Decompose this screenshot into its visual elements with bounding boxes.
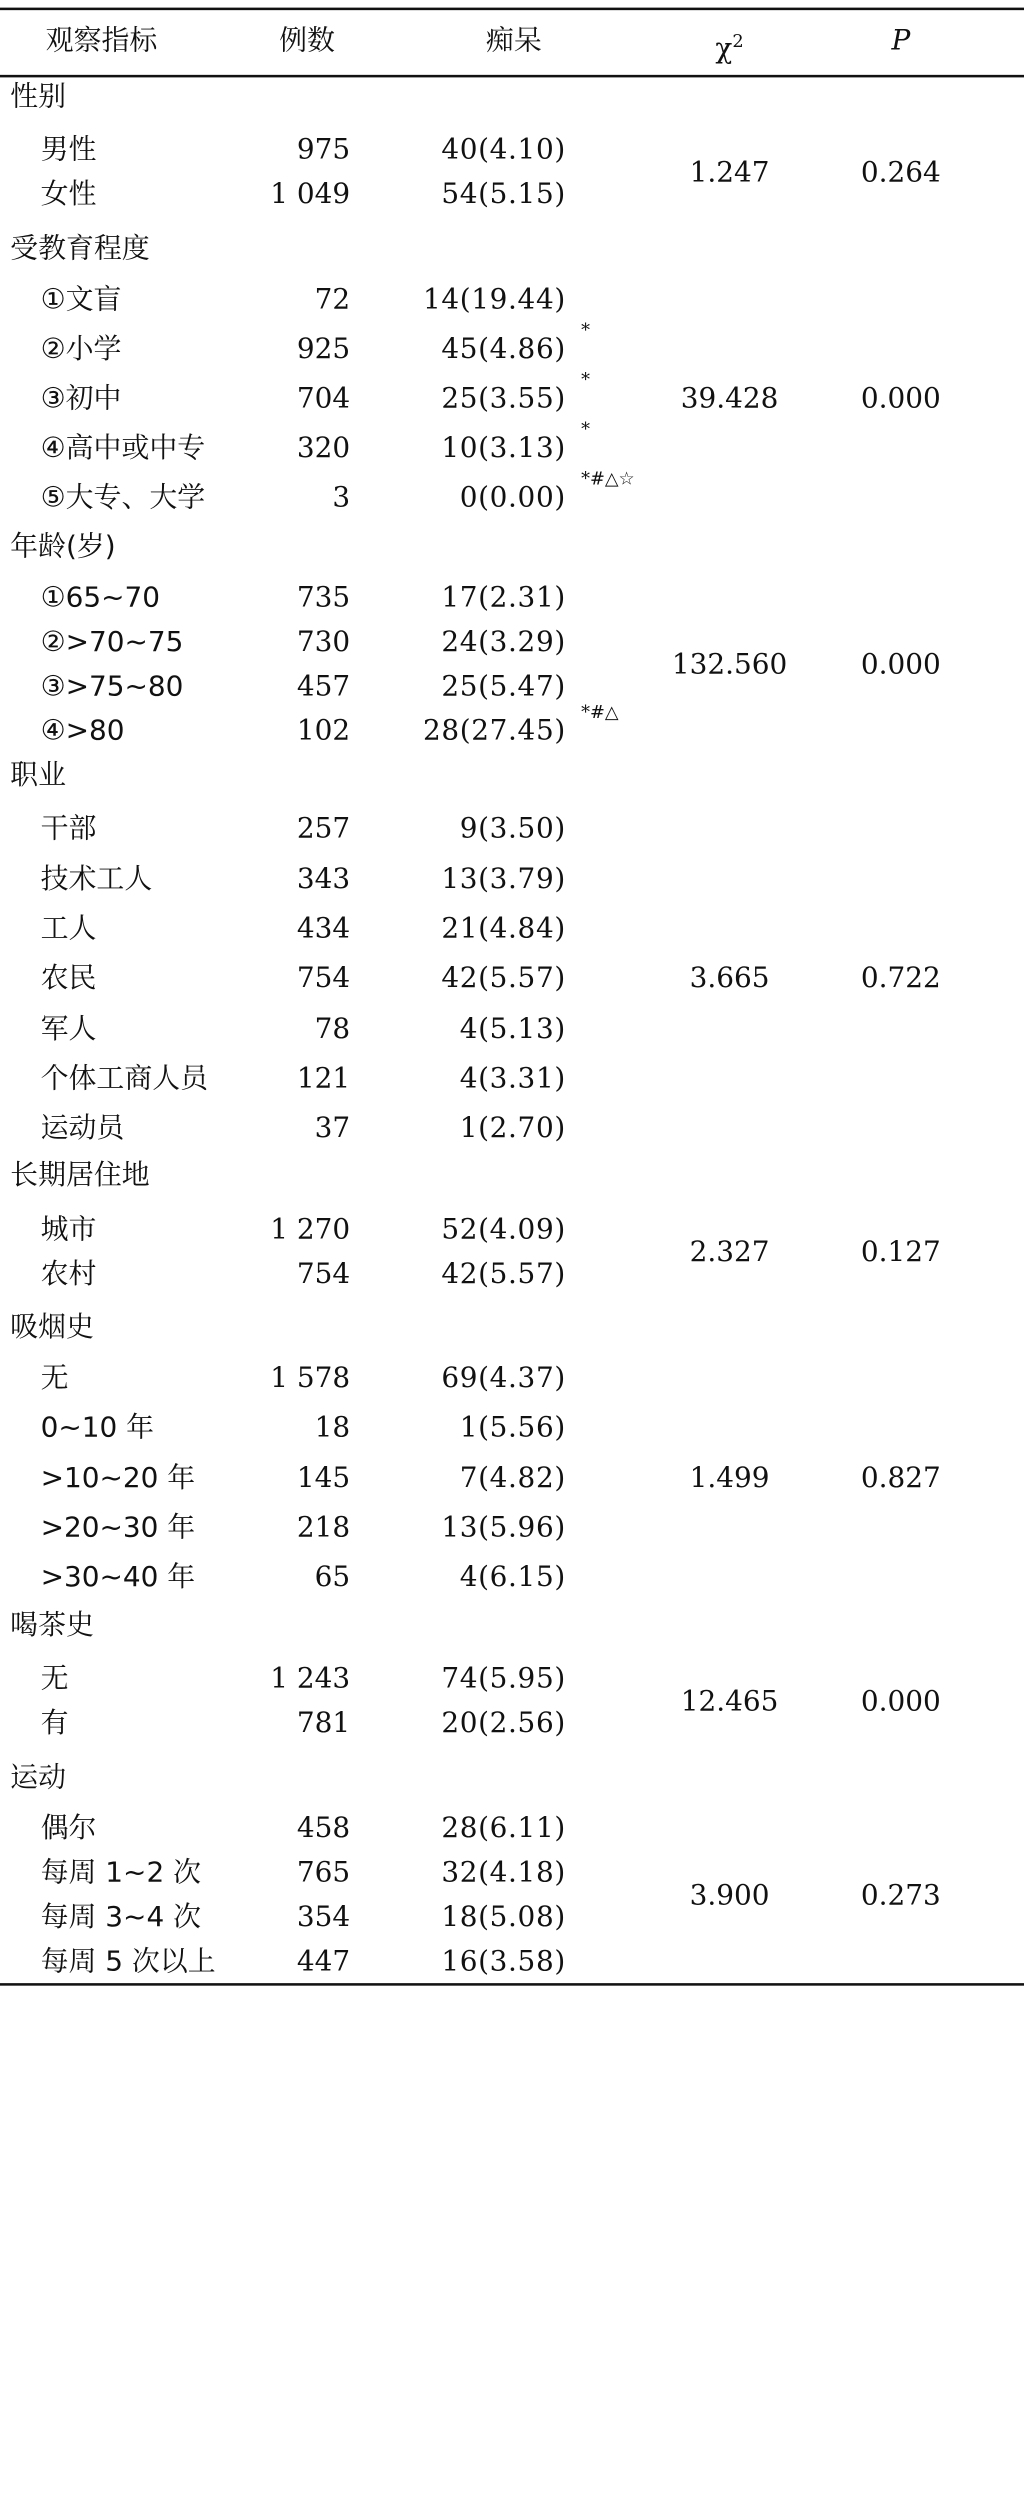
row-label: 偶尔	[40, 1813, 97, 1845]
p-value: 0.827	[860, 1462, 941, 1495]
row-dementia-value: 13(5.96)	[441, 1512, 566, 1545]
row-dementia-value: 52(4.09)	[441, 1214, 566, 1246]
group-label: 职业	[10, 760, 66, 792]
row-label: 工人	[40, 913, 97, 946]
row-dementia-value: 0(0.00)	[459, 482, 566, 514]
table-row	[0, 1358, 1024, 1401]
row-label: ③初中	[40, 383, 122, 415]
row-label: 每周 5 次以上	[40, 1946, 216, 1979]
row-label: 城市	[40, 1214, 97, 1246]
p-value: 0.000	[860, 1685, 941, 1718]
chi-square-value: 1.499	[689, 1462, 770, 1495]
row-case-count: 704	[296, 383, 351, 415]
row-case-count: 102	[296, 715, 351, 748]
group-label: 受教育程度	[10, 233, 150, 266]
row-dementia-value: 17(2.31)	[441, 582, 566, 615]
row-case-count: 145	[296, 1462, 351, 1495]
table-top-rule	[0, 8, 1024, 11]
row-case-count: 18	[314, 1412, 351, 1444]
table-row	[0, 1407, 1024, 1450]
row-label: >10~20 年	[40, 1462, 196, 1495]
group-row	[0, 1757, 1024, 1800]
row-dementia-value: 25(3.55)	[441, 383, 566, 415]
row-dementia-value: 42(5.57)	[441, 963, 566, 995]
row-case-count: 458	[296, 1813, 351, 1845]
row-case-count: 354	[296, 1901, 351, 1934]
row-label: 军人	[40, 1013, 97, 1046]
row-case-count: 754	[296, 1258, 351, 1291]
chi-square-value: 3.665	[689, 963, 770, 995]
group-row	[0, 527, 1024, 570]
group-label: 喝茶史	[10, 1610, 94, 1642]
row-dementia-value: 16(3.58)	[441, 1946, 566, 1979]
row-case-count: 1 243	[270, 1663, 351, 1696]
row-case-count: 1 578	[270, 1362, 351, 1395]
row-case-count: 457	[296, 671, 351, 703]
table-row	[0, 1941, 1024, 1984]
row-dementia-value: 28(6.11)	[441, 1813, 566, 1845]
row-label: 个体工商人员	[40, 1063, 209, 1095]
row-dementia-value: 20(2.56)	[441, 1707, 566, 1740]
significance-marker: *	[581, 370, 590, 391]
row-label: 无	[40, 1663, 69, 1696]
row-dementia-value: 21(4.84)	[441, 913, 566, 946]
header-chi-superscript: 2	[732, 31, 744, 53]
row-label: 运动员	[40, 1112, 125, 1145]
row-case-count: 730	[296, 626, 351, 659]
row-case-count: 257	[296, 813, 351, 846]
chi-square-value: 132.560	[671, 648, 788, 681]
row-label: 女性	[40, 178, 97, 211]
table-row	[0, 1808, 1024, 1851]
header-dementia: 痴呆	[485, 25, 542, 58]
row-dementia-value: 69(4.37)	[441, 1362, 566, 1395]
row-dementia-value: 10(3.13)	[441, 432, 566, 465]
row-case-count: 447	[296, 1946, 351, 1979]
table-row	[0, 419, 1024, 471]
p-value: 0.273	[860, 1879, 941, 1912]
row-case-count: 218	[296, 1512, 351, 1545]
row-case-count: 65	[314, 1561, 351, 1594]
significance-marker: *#△	[581, 702, 619, 724]
header-cases: 例数	[279, 25, 335, 58]
row-label: >20~30 年	[40, 1512, 196, 1545]
significance-marker: *#△☆	[581, 469, 635, 490]
chi-square-value: 12.465	[680, 1685, 779, 1718]
row-dementia-value: 18(5.08)	[441, 1901, 566, 1934]
row-case-count: 37	[314, 1112, 351, 1145]
row-label: 农民	[40, 963, 97, 995]
p-value: 0.000	[860, 648, 941, 681]
row-label: 干部	[40, 813, 97, 846]
row-dementia-value: 54(5.15)	[441, 178, 566, 211]
group-row	[0, 1307, 1024, 1350]
table-row	[0, 577, 1024, 620]
row-label: 每周 3~4 次	[40, 1901, 202, 1934]
table-row	[0, 808, 1024, 851]
table-row	[0, 321, 1024, 372]
row-label: ⑤大专、大学	[40, 482, 206, 514]
table-row	[0, 469, 1024, 520]
row-dementia-value: 7(4.82)	[459, 1462, 566, 1495]
row-label: >30~40 年	[40, 1561, 196, 1594]
row-case-count: 121	[296, 1063, 351, 1095]
row-label: 技术工人	[40, 864, 153, 896]
row-case-count: 343	[296, 864, 351, 896]
row-case-count: 1 049	[270, 178, 351, 211]
row-case-count: 765	[296, 1857, 351, 1890]
group-row	[0, 76, 1024, 119]
row-label: ④高中或中专	[40, 432, 206, 465]
row-dementia-value: 28(27.45)	[422, 715, 566, 748]
row-dementia-value: 1(5.56)	[459, 1412, 566, 1444]
group-label: 性别	[10, 81, 66, 113]
row-dementia-value: 32(4.18)	[441, 1857, 566, 1890]
table-row	[0, 1009, 1024, 1052]
header-indicator: 观察指标	[45, 25, 158, 58]
chi-square-value: 39.428	[680, 383, 779, 415]
row-case-count: 735	[296, 582, 351, 615]
group-row	[0, 228, 1024, 271]
table-row	[0, 908, 1024, 951]
chi-square-value: 2.327	[689, 1236, 770, 1269]
row-dementia-value: 74(5.95)	[441, 1663, 566, 1696]
table-row	[0, 702, 1024, 754]
header-chi-square	[647, 20, 812, 66]
row-label: ①65~70	[40, 582, 161, 615]
row-case-count: 975	[296, 134, 351, 167]
row-case-count: 78	[314, 1013, 351, 1046]
row-label: 0~10 年	[40, 1412, 155, 1444]
row-label: 农村	[40, 1258, 97, 1291]
row-label: ④>80	[40, 715, 125, 748]
row-label: ②>70~75	[40, 626, 184, 659]
row-case-count: 754	[296, 963, 351, 995]
row-case-count: 434	[296, 913, 351, 946]
table-row	[0, 1507, 1024, 1550]
group-label: 吸烟史	[10, 1311, 94, 1344]
row-dementia-value: 14(19.44)	[422, 284, 566, 316]
row-label: 有	[40, 1707, 69, 1740]
chi-square-value: 1.247	[689, 156, 770, 189]
significance-marker: *	[581, 321, 590, 342]
row-case-count: 1 270	[270, 1214, 351, 1246]
row-label: 无	[40, 1362, 69, 1395]
group-row	[0, 1605, 1024, 1648]
p-value: 0.722	[860, 963, 941, 995]
row-dementia-value: 4(3.31)	[459, 1063, 566, 1095]
row-label: ②小学	[40, 333, 122, 366]
row-label: 男性	[40, 134, 97, 167]
group-label: 长期居住地	[10, 1159, 150, 1192]
row-dementia-value: 9(3.50)	[459, 813, 566, 846]
row-case-count: 925	[296, 333, 351, 366]
table-row	[0, 1058, 1024, 1101]
p-value: 0.000	[860, 383, 941, 415]
group-label: 年龄(岁)	[10, 531, 116, 564]
table-row	[0, 1108, 1024, 1151]
significance-marker: *	[581, 419, 590, 441]
group-row	[0, 755, 1024, 798]
table-row	[0, 279, 1024, 322]
row-dementia-value: 25(5.47)	[441, 671, 566, 703]
row-label: ③>75~80	[40, 671, 184, 703]
row-label: 每周 1~2 次	[40, 1857, 202, 1890]
p-value: 0.127	[860, 1236, 941, 1269]
table-row	[0, 859, 1024, 902]
row-dementia-value: 45(4.86)	[441, 333, 566, 366]
row-dementia-value: 1(2.70)	[459, 1112, 566, 1145]
row-dementia-value: 4(5.13)	[459, 1013, 566, 1046]
row-case-count: 3	[332, 482, 351, 514]
row-dementia-value: 13(3.79)	[441, 864, 566, 896]
row-case-count: 72	[314, 284, 351, 316]
row-dementia-value: 4(6.15)	[459, 1561, 566, 1594]
row-case-count: 320	[296, 432, 351, 465]
table-row	[0, 1557, 1024, 1600]
chi-square-value: 3.900	[689, 1879, 770, 1912]
row-dementia-value: 24(3.29)	[441, 626, 566, 659]
group-label: 运动	[10, 1762, 66, 1795]
row-dementia-value: 40(4.10)	[441, 134, 566, 167]
row-dementia-value: 42(5.57)	[441, 1258, 566, 1291]
row-label: ①文盲	[40, 284, 122, 316]
group-row	[0, 1155, 1024, 1198]
header-p-value: P	[891, 25, 911, 58]
p-value: 0.264	[860, 156, 941, 189]
row-case-count: 781	[296, 1707, 351, 1740]
header-chi-symbol: χ	[715, 33, 733, 66]
